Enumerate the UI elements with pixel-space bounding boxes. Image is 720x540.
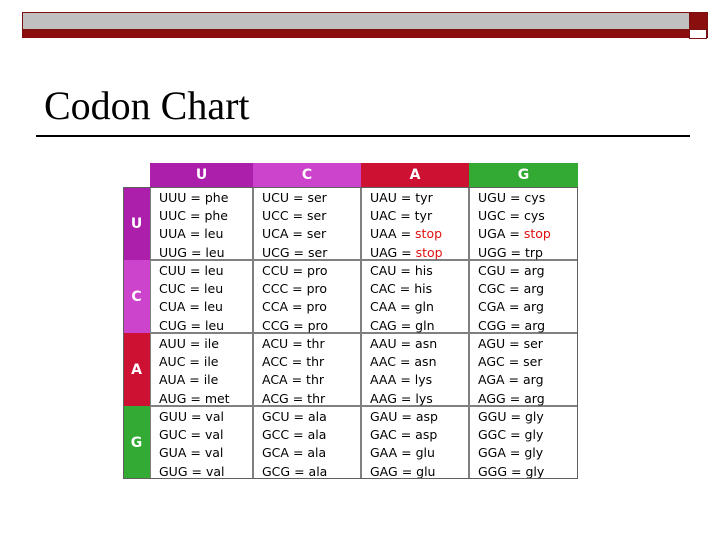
codon-entry bbox=[478, 408, 577, 426]
equals-sign: = bbox=[506, 190, 525, 205]
codon-text: UUG bbox=[159, 244, 187, 260]
codon-entry bbox=[262, 444, 360, 462]
row-header-G: G bbox=[123, 406, 150, 479]
amino-acid-text: asp bbox=[415, 409, 438, 424]
codon-block-GA bbox=[361, 406, 469, 479]
amino-acid-text: pro bbox=[306, 281, 328, 297]
amino-acid-text: ala bbox=[308, 409, 327, 424]
equals-sign: = bbox=[288, 263, 308, 278]
codon-entry bbox=[262, 408, 360, 426]
equals-sign: = bbox=[506, 244, 525, 260]
codon-text: CAU bbox=[370, 263, 397, 278]
amino-acid-text: gly bbox=[525, 463, 545, 479]
codon-text: UCA bbox=[262, 226, 289, 242]
stop-codon-label: stop bbox=[415, 226, 443, 242]
amino-acid-text: leu bbox=[203, 299, 223, 315]
amino-acid-text: ile bbox=[203, 354, 219, 370]
equals-sign: = bbox=[396, 190, 416, 205]
codon-text: AUC bbox=[159, 354, 186, 370]
codon-block-GG bbox=[469, 406, 578, 479]
equals-sign: = bbox=[396, 299, 415, 315]
codon-entry bbox=[159, 189, 252, 207]
equals-sign: = bbox=[185, 336, 205, 351]
equals-sign: = bbox=[186, 190, 205, 205]
codon-text: UCC bbox=[262, 208, 289, 224]
stop-codon-label: stop bbox=[523, 226, 551, 242]
codon-entry bbox=[478, 298, 577, 316]
equals-sign: = bbox=[288, 281, 307, 297]
amino-acid-text: his bbox=[414, 281, 433, 297]
column-header-G: G bbox=[469, 163, 578, 187]
codon-block-AU bbox=[150, 333, 253, 406]
codon-text: CCU bbox=[262, 263, 289, 278]
codon-entry bbox=[370, 426, 468, 444]
codon-entry bbox=[159, 225, 252, 243]
equals-sign: = bbox=[288, 208, 308, 224]
amino-acid-text: ala bbox=[308, 463, 328, 479]
codon-entry bbox=[159, 463, 252, 481]
codon-text: AUA bbox=[159, 372, 186, 388]
amino-acid-text: pro bbox=[306, 299, 327, 315]
equals-sign: = bbox=[288, 226, 307, 242]
codon-text: CGA bbox=[478, 299, 505, 315]
equals-sign: = bbox=[288, 445, 308, 461]
title-underline bbox=[36, 135, 690, 137]
top-bar-corner-box-outline bbox=[689, 29, 707, 39]
equals-sign: = bbox=[185, 226, 205, 242]
codon-entry bbox=[478, 444, 577, 462]
codon-entry bbox=[159, 298, 252, 316]
codon-entry bbox=[370, 371, 468, 389]
equals-sign: = bbox=[506, 317, 525, 333]
codon-text: AUU bbox=[159, 336, 186, 351]
amino-acid-text: trp bbox=[524, 244, 543, 260]
equals-sign: = bbox=[396, 263, 415, 278]
codon-text: UAG bbox=[370, 244, 398, 260]
codon-text: AGU bbox=[478, 336, 506, 351]
amino-acid-text: gly bbox=[524, 409, 544, 424]
equals-sign: = bbox=[396, 390, 416, 406]
equals-sign: = bbox=[506, 427, 525, 443]
amino-acid-text: val bbox=[205, 463, 225, 479]
codon-entry bbox=[478, 371, 577, 389]
codon-text: AGG bbox=[478, 390, 506, 406]
codon-entry bbox=[159, 426, 252, 444]
amino-acid-text: cys bbox=[524, 208, 545, 224]
stop-codon-label: stop bbox=[415, 244, 443, 260]
codon-entry bbox=[159, 280, 252, 298]
amino-acid-text: leu bbox=[204, 226, 224, 242]
amino-acid-text: leu bbox=[204, 281, 224, 297]
equals-sign: = bbox=[395, 354, 415, 370]
amino-acid-text: asn bbox=[415, 336, 438, 351]
amino-acid-text: pro bbox=[307, 263, 328, 278]
amino-acid-text: phe bbox=[204, 190, 229, 205]
amino-acid-text: thr bbox=[307, 390, 326, 406]
codon-entry bbox=[262, 371, 360, 389]
codon-text: CGG bbox=[478, 317, 507, 333]
top-decorative-bar bbox=[22, 12, 708, 38]
codon-entry bbox=[370, 207, 468, 225]
codon-block-CU bbox=[150, 260, 253, 333]
codon-text: GUC bbox=[159, 427, 187, 443]
codon-text: CAG bbox=[370, 317, 397, 333]
codon-text: AUG bbox=[159, 390, 187, 406]
codon-entry bbox=[262, 335, 360, 353]
codon-entry bbox=[370, 353, 468, 371]
equals-sign: = bbox=[185, 354, 204, 370]
row-header-A: A bbox=[123, 333, 150, 406]
codon-text: UGU bbox=[478, 190, 506, 205]
row-header-C: C bbox=[123, 260, 150, 333]
codon-text: UUA bbox=[159, 226, 186, 242]
amino-acid-text: arg bbox=[523, 299, 544, 315]
codon-text: CUA bbox=[159, 299, 186, 315]
codon-text: GCC bbox=[262, 427, 290, 443]
codon-text: UCU bbox=[262, 190, 290, 205]
codon-entry bbox=[262, 463, 360, 481]
amino-acid-text: leu bbox=[205, 317, 225, 333]
amino-acid-text: gln bbox=[414, 299, 434, 315]
amino-acid-text: ser bbox=[307, 190, 327, 205]
codon-entry bbox=[478, 225, 577, 243]
codon-text: GAA bbox=[370, 445, 398, 461]
equals-sign: = bbox=[396, 427, 416, 443]
codon-block-AC bbox=[253, 333, 361, 406]
codon-block-UA bbox=[361, 187, 469, 260]
equals-sign: = bbox=[505, 390, 525, 406]
codon-text: AAU bbox=[370, 336, 397, 351]
equals-sign: = bbox=[287, 372, 307, 388]
codon-text: ACC bbox=[262, 354, 288, 370]
equals-sign: = bbox=[504, 299, 524, 315]
equals-sign: = bbox=[186, 427, 205, 443]
codon-entry bbox=[370, 463, 468, 481]
slide-title: Codon Chart bbox=[44, 83, 250, 128]
amino-acid-text: ala bbox=[307, 427, 327, 443]
equals-sign: = bbox=[395, 281, 415, 297]
codon-block-AA bbox=[361, 333, 469, 406]
amino-acid-text: tyr bbox=[415, 190, 433, 205]
equals-sign: = bbox=[396, 372, 415, 388]
amino-acid-text: lys bbox=[414, 372, 433, 388]
codon-entry bbox=[478, 353, 577, 371]
amino-acid-text: asn bbox=[414, 354, 437, 370]
equals-sign: = bbox=[504, 354, 524, 370]
codon-block-GU bbox=[150, 406, 253, 479]
equals-sign: = bbox=[288, 390, 308, 406]
codon-entry bbox=[159, 408, 252, 426]
equals-sign: = bbox=[289, 427, 308, 443]
codon-text: ACU bbox=[262, 336, 289, 351]
codon-text: UCG bbox=[262, 244, 290, 260]
codon-text: CAC bbox=[370, 281, 396, 297]
codon-text: UUU bbox=[159, 190, 187, 205]
codon-text: AAG bbox=[370, 390, 397, 406]
codon-entry bbox=[370, 335, 468, 353]
equals-sign: = bbox=[505, 208, 524, 224]
amino-acid-text: val bbox=[205, 427, 224, 443]
equals-sign: = bbox=[288, 299, 307, 315]
top-bar-gray-stripe bbox=[23, 13, 707, 30]
equals-sign: = bbox=[289, 190, 308, 205]
codon-text: UAC bbox=[370, 208, 397, 224]
codon-entry bbox=[262, 426, 360, 444]
codon-text: GGA bbox=[478, 445, 506, 461]
column-header-C: C bbox=[253, 163, 361, 187]
equals-sign: = bbox=[289, 317, 308, 333]
codon-entry bbox=[262, 225, 360, 243]
column-header-A: A bbox=[361, 163, 469, 187]
codon-text: CCC bbox=[262, 281, 289, 297]
equals-sign: = bbox=[397, 409, 416, 424]
equals-sign: = bbox=[187, 409, 206, 424]
codon-block-UU bbox=[150, 187, 253, 260]
row-header-U: U bbox=[123, 187, 150, 260]
codon-text: UAA bbox=[370, 226, 397, 242]
equals-sign: = bbox=[186, 390, 205, 406]
equals-sign: = bbox=[505, 445, 525, 461]
amino-acid-text: ser bbox=[523, 336, 543, 351]
codon-entry bbox=[478, 189, 577, 207]
amino-acid-text: gly bbox=[524, 427, 544, 443]
codon-text: ACG bbox=[262, 390, 289, 406]
codon-entry bbox=[370, 280, 468, 298]
codon-text: GCA bbox=[262, 445, 289, 461]
amino-acid-text: met bbox=[204, 390, 230, 406]
codon-block-UG bbox=[469, 187, 578, 260]
codon-text: GUG bbox=[159, 463, 188, 479]
codon-entry bbox=[262, 353, 360, 371]
amino-acid-text: ser bbox=[306, 226, 327, 242]
equals-sign: = bbox=[506, 409, 525, 424]
codon-entry bbox=[262, 262, 360, 280]
amino-acid-text: glu bbox=[416, 463, 436, 479]
codon-text: AGA bbox=[478, 372, 505, 388]
codon-block-GC bbox=[253, 406, 361, 479]
amino-acid-text: ser bbox=[307, 208, 327, 224]
amino-acid-text: phe bbox=[204, 208, 229, 224]
equals-sign: = bbox=[186, 445, 205, 461]
equals-sign: = bbox=[396, 208, 415, 224]
equals-sign: = bbox=[397, 445, 416, 461]
codon-entry bbox=[370, 189, 468, 207]
amino-acid-text: leu bbox=[204, 263, 224, 278]
column-header-U: U bbox=[150, 163, 253, 187]
codon-entry bbox=[159, 444, 252, 462]
codon-entry bbox=[478, 463, 577, 481]
amino-acid-text: pro bbox=[307, 317, 329, 333]
equals-sign: = bbox=[288, 336, 307, 351]
codon-entry bbox=[370, 444, 468, 462]
equals-sign: = bbox=[187, 244, 206, 260]
codon-text: CCG bbox=[262, 317, 290, 333]
codon-entry bbox=[478, 335, 577, 353]
codon-entry bbox=[478, 262, 577, 280]
codon-text: GUU bbox=[159, 409, 187, 424]
codon-text: GCU bbox=[262, 409, 290, 424]
codon-block-AG bbox=[469, 333, 578, 406]
amino-acid-text: asp bbox=[415, 427, 438, 443]
amino-acid-text: thr bbox=[306, 354, 325, 370]
amino-acid-text: ile bbox=[204, 336, 219, 351]
amino-acid-text: ala bbox=[307, 445, 327, 461]
codon-text: CUG bbox=[159, 317, 187, 333]
amino-acid-text: his bbox=[414, 263, 433, 278]
codon-text: GCG bbox=[262, 463, 291, 479]
amino-acid-text: ser bbox=[308, 244, 328, 260]
top-bar-corner-box bbox=[689, 13, 707, 30]
amino-acid-text: val bbox=[204, 445, 224, 461]
codon-entry bbox=[370, 298, 468, 316]
amino-acid-text: tyr bbox=[414, 208, 433, 224]
equals-sign: = bbox=[185, 299, 204, 315]
equals-sign: = bbox=[186, 317, 205, 333]
equals-sign: = bbox=[186, 263, 205, 278]
equals-sign: = bbox=[290, 463, 309, 479]
codon-text: UGG bbox=[478, 244, 507, 260]
amino-acid-text: leu bbox=[205, 244, 225, 260]
codon-block-CA bbox=[361, 260, 469, 333]
equals-sign: = bbox=[396, 226, 416, 242]
amino-acid-text: lys bbox=[415, 390, 433, 406]
codon-text: AAA bbox=[370, 372, 397, 388]
codon-entry bbox=[159, 207, 252, 225]
codon-text: AAC bbox=[370, 354, 396, 370]
codon-text: GAC bbox=[370, 427, 397, 443]
codon-text: GAU bbox=[370, 409, 398, 424]
codon-block-UC bbox=[253, 187, 361, 260]
equals-sign: = bbox=[396, 317, 416, 333]
codon-entry bbox=[262, 207, 360, 225]
codon-text: UGC bbox=[478, 208, 506, 224]
amino-acid-text: gly bbox=[524, 445, 544, 461]
equals-sign: = bbox=[289, 409, 308, 424]
codon-entry bbox=[159, 353, 252, 371]
equals-sign: = bbox=[396, 336, 416, 351]
amino-acid-text: arg bbox=[524, 317, 546, 333]
codon-text: GGU bbox=[478, 409, 507, 424]
amino-acid-text: gln bbox=[415, 317, 435, 333]
equals-sign: = bbox=[507, 463, 526, 479]
codon-entry bbox=[159, 371, 252, 389]
codon-entry bbox=[262, 298, 360, 316]
codon-entry bbox=[159, 335, 252, 353]
codon-entry bbox=[478, 280, 577, 298]
codon-entry bbox=[370, 408, 468, 426]
amino-acid-text: glu bbox=[415, 445, 435, 461]
equals-sign: = bbox=[505, 263, 524, 278]
amino-acid-text: ile bbox=[203, 372, 219, 388]
equals-sign: = bbox=[185, 281, 205, 297]
codon-text: AGC bbox=[478, 354, 505, 370]
equals-sign: = bbox=[505, 226, 524, 242]
codon-text: ACA bbox=[262, 372, 288, 388]
codon-chart bbox=[123, 163, 578, 479]
codon-text: CGC bbox=[478, 281, 506, 297]
codon-entry bbox=[262, 189, 360, 207]
codon-text: CUU bbox=[159, 263, 187, 278]
codon-entry bbox=[159, 262, 252, 280]
codon-block-CC bbox=[253, 260, 361, 333]
codon-text: CAA bbox=[370, 299, 397, 315]
codon-entry bbox=[370, 262, 468, 280]
amino-acid-text: arg bbox=[523, 281, 545, 297]
equals-sign: = bbox=[505, 336, 524, 351]
equals-sign: = bbox=[289, 244, 308, 260]
equals-sign: = bbox=[397, 463, 417, 479]
amino-acid-text: ser bbox=[523, 354, 543, 370]
equals-sign: = bbox=[287, 354, 307, 370]
codon-text: GUA bbox=[159, 445, 187, 461]
amino-acid-text: arg bbox=[524, 390, 545, 406]
amino-acid-text: thr bbox=[306, 372, 325, 388]
amino-acid-text: arg bbox=[523, 372, 544, 388]
equals-sign: = bbox=[185, 372, 204, 388]
codon-entry bbox=[262, 280, 360, 298]
codon-entry bbox=[478, 207, 577, 225]
amino-acid-text: arg bbox=[524, 263, 545, 278]
equals-sign: = bbox=[186, 208, 205, 224]
equals-sign: = bbox=[504, 372, 523, 388]
top-bar-red-stripe bbox=[23, 30, 707, 38]
codon-text: UAU bbox=[370, 190, 397, 205]
equals-sign: = bbox=[505, 281, 524, 297]
codon-entry bbox=[478, 426, 577, 444]
codon-entry bbox=[370, 225, 468, 243]
codon-text: UGA bbox=[478, 226, 506, 242]
amino-acid-text: cys bbox=[524, 190, 546, 205]
codon-text: UUC bbox=[159, 208, 187, 224]
amino-acid-text: val bbox=[205, 409, 224, 424]
equals-sign: = bbox=[187, 463, 206, 479]
codon-text: CCA bbox=[262, 299, 289, 315]
codon-text: GAG bbox=[370, 463, 398, 479]
codon-block-CG bbox=[469, 260, 578, 333]
equals-sign: = bbox=[397, 244, 416, 260]
amino-acid-text: thr bbox=[306, 336, 325, 351]
codon-text: GGC bbox=[478, 427, 507, 443]
codon-text: GGG bbox=[478, 463, 508, 479]
codon-text: CUC bbox=[159, 281, 186, 297]
codon-text: CGU bbox=[478, 263, 506, 278]
